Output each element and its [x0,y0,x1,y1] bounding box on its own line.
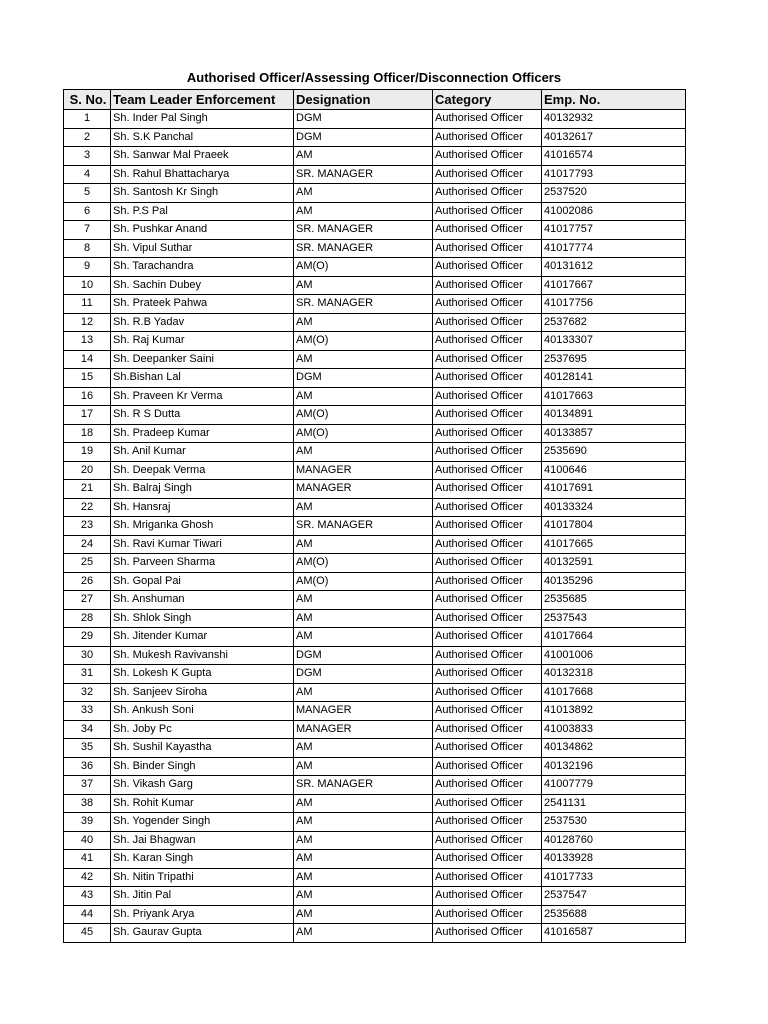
cell-name: Sh. Shlok Singh [111,609,294,628]
cell-emp-no: 2537695 [542,350,686,369]
cell-emp-no: 41016587 [542,924,686,943]
cell-designation: AM [294,591,433,610]
cell-designation: AM [294,683,433,702]
cell-name: Sh. R.B Yadav [111,313,294,332]
table-row [64,276,686,295]
table-row [64,757,686,776]
cell-designation: SR. MANAGER [294,239,433,258]
table-row [64,554,686,573]
cell-name: Sh. R S Dutta [111,406,294,425]
cell-serial-number: 27 [64,591,111,610]
cell-designation: DGM [294,110,433,129]
cell-designation: DGM [294,369,433,388]
cell-serial-number: 19 [64,443,111,462]
cell-emp-no: 40133857 [542,424,686,443]
table-row [64,184,686,203]
table-row [64,443,686,462]
cell-name: Sh. Yogender Singh [111,813,294,832]
table-row [64,313,686,332]
cell-category: Authorised Officer [433,406,542,425]
cell-emp-no: 41017804 [542,517,686,536]
cell-designation: AM(O) [294,406,433,425]
cell-emp-no: 41017733 [542,868,686,887]
cell-designation: DGM [294,128,433,147]
cell-serial-number: 20 [64,461,111,480]
cell-name: Sh. Nitin Tripathi [111,868,294,887]
cell-designation: MANAGER [294,461,433,480]
cell-designation: AM [294,757,433,776]
cell-designation: AM [294,350,433,369]
cell-category: Authorised Officer [433,739,542,758]
cell-emp-no: 40132932 [542,110,686,129]
table-row [64,350,686,369]
table-row [64,628,686,647]
cell-designation: MANAGER [294,702,433,721]
cell-serial-number: 41 [64,850,111,869]
cell-serial-number: 13 [64,332,111,351]
cell-designation: SR. MANAGER [294,517,433,536]
cell-name: Sh. Vikash Garg [111,776,294,795]
cell-serial-number: 34 [64,720,111,739]
cell-serial-number: 12 [64,313,111,332]
cell-designation: AM [294,202,433,221]
cell-category: Authorised Officer [433,887,542,906]
cell-category: Authorised Officer [433,350,542,369]
cell-emp-no: 2537543 [542,609,686,628]
cell-emp-no: 41002086 [542,202,686,221]
cell-designation: AM(O) [294,258,433,277]
cell-serial-number: 5 [64,184,111,203]
cell-serial-number: 11 [64,295,111,314]
cell-category: Authorised Officer [433,165,542,184]
cell-designation: AM [294,831,433,850]
cell-name: Sh. Binder Singh [111,757,294,776]
cell-serial-number: 29 [64,628,111,647]
cell-category: Authorised Officer [433,850,542,869]
cell-designation: AM(O) [294,332,433,351]
cell-category: Authorised Officer [433,517,542,536]
cell-category: Authorised Officer [433,276,542,295]
cell-emp-no: 41003833 [542,720,686,739]
cell-name: Sh.Bishan Lal [111,369,294,388]
cell-emp-no: 40132196 [542,757,686,776]
cell-category: Authorised Officer [433,110,542,129]
cell-category: Authorised Officer [433,147,542,166]
cell-category: Authorised Officer [433,831,542,850]
table-row [64,369,686,388]
table-row [64,868,686,887]
cell-category: Authorised Officer [433,609,542,628]
cell-emp-no: 40131612 [542,258,686,277]
cell-category: Authorised Officer [433,443,542,462]
cell-serial-number: 33 [64,702,111,721]
cell-name: Sh. Pushkar Anand [111,221,294,240]
table-row [64,683,686,702]
table-row [64,646,686,665]
cell-category: Authorised Officer [433,369,542,388]
table-header-row [64,90,686,110]
cell-name: Sh. Jitin Pal [111,887,294,906]
cell-name: Sh. Jitender Kumar [111,628,294,647]
header-emp-no: Emp. No. [542,90,686,110]
cell-emp-no: 40128760 [542,831,686,850]
cell-serial-number: 1 [64,110,111,129]
cell-serial-number: 15 [64,369,111,388]
cell-emp-no: 41017667 [542,276,686,295]
cell-serial-number: 18 [64,424,111,443]
cell-emp-no: 41013892 [542,702,686,721]
cell-designation: AM [294,924,433,943]
cell-designation: AM [294,498,433,517]
cell-emp-no: 2537547 [542,887,686,906]
cell-emp-no: 41017793 [542,165,686,184]
cell-category: Authorised Officer [433,258,542,277]
cell-emp-no: 4100646 [542,461,686,480]
header-team-leader-enforcement: Team Leader Enforcement [111,90,294,110]
cell-serial-number: 9 [64,258,111,277]
cell-emp-no: 2537520 [542,184,686,203]
cell-emp-no: 2535685 [542,591,686,610]
cell-emp-no: 2537530 [542,813,686,832]
cell-name: Sh. Karan Singh [111,850,294,869]
cell-name: Sh. Gopal Pai [111,572,294,591]
table-row [64,850,686,869]
table-row [64,609,686,628]
cell-category: Authorised Officer [433,813,542,832]
cell-serial-number: 32 [64,683,111,702]
cell-category: Authorised Officer [433,757,542,776]
table-row [64,498,686,517]
table-row [64,831,686,850]
table-row [64,258,686,277]
table-row [64,665,686,684]
header-category: Category [433,90,542,110]
table-row [64,887,686,906]
cell-name: Sh. Mriganka Ghosh [111,517,294,536]
cell-category: Authorised Officer [433,905,542,924]
cell-name: Sh. Joby Pc [111,720,294,739]
cell-designation: AM [294,628,433,647]
table-row [64,221,686,240]
cell-serial-number: 28 [64,609,111,628]
cell-designation: AM [294,276,433,295]
cell-category: Authorised Officer [433,498,542,517]
cell-serial-number: 2 [64,128,111,147]
cell-designation: DGM [294,665,433,684]
cell-serial-number: 7 [64,221,111,240]
cell-designation: AM [294,850,433,869]
table-row [64,387,686,406]
cell-serial-number: 36 [64,757,111,776]
cell-category: Authorised Officer [433,387,542,406]
cell-designation: SR. MANAGER [294,295,433,314]
cell-designation: AM [294,813,433,832]
cell-emp-no: 2537682 [542,313,686,332]
cell-name: Sh. Deepak Verma [111,461,294,480]
table-row [64,424,686,443]
cell-emp-no: 40132318 [542,665,686,684]
cell-emp-no: 41001006 [542,646,686,665]
cell-designation: AM [294,147,433,166]
cell-designation: SR. MANAGER [294,221,433,240]
header-designation: Designation [294,90,433,110]
cell-name: Sh. Sanwar Mal Praeek [111,147,294,166]
cell-name: Sh. Lokesh K Gupta [111,665,294,684]
cell-emp-no: 40132617 [542,128,686,147]
cell-emp-no: 41007779 [542,776,686,795]
cell-serial-number: 42 [64,868,111,887]
cell-name: Sh. Sushil Kayastha [111,739,294,758]
cell-category: Authorised Officer [433,313,542,332]
cell-category: Authorised Officer [433,628,542,647]
table-row [64,332,686,351]
table-row [64,702,686,721]
cell-designation: AM(O) [294,572,433,591]
cell-name: Sh. Balraj Singh [111,480,294,499]
cell-serial-number: 14 [64,350,111,369]
table-row [64,110,686,129]
cell-emp-no: 41016574 [542,147,686,166]
officer-table [63,89,686,943]
cell-emp-no: 40133928 [542,850,686,869]
cell-serial-number: 17 [64,406,111,425]
cell-category: Authorised Officer [433,128,542,147]
cell-category: Authorised Officer [433,332,542,351]
cell-name: Sh. Rohit Kumar [111,794,294,813]
cell-serial-number: 30 [64,646,111,665]
cell-emp-no: 40133307 [542,332,686,351]
cell-serial-number: 10 [64,276,111,295]
cell-serial-number: 4 [64,165,111,184]
cell-name: Sh. Anshuman [111,591,294,610]
cell-name: Sh. Ankush Soni [111,702,294,721]
cell-category: Authorised Officer [433,480,542,499]
cell-category: Authorised Officer [433,554,542,573]
cell-emp-no: 40128141 [542,369,686,388]
cell-designation: AM(O) [294,554,433,573]
cell-name: Sh. Ravi Kumar Tiwari [111,535,294,554]
cell-emp-no: 41017756 [542,295,686,314]
table-row [64,535,686,554]
cell-name: Sh. Praveen Kr Verma [111,387,294,406]
table-row [64,147,686,166]
cell-category: Authorised Officer [433,702,542,721]
cell-name: Sh. Santosh Kr Singh [111,184,294,203]
cell-serial-number: 43 [64,887,111,906]
table-row [64,202,686,221]
cell-serial-number: 8 [64,239,111,258]
cell-category: Authorised Officer [433,184,542,203]
cell-serial-number: 45 [64,924,111,943]
cell-category: Authorised Officer [433,924,542,943]
table-row [64,813,686,832]
cell-serial-number: 24 [64,535,111,554]
cell-emp-no: 41017663 [542,387,686,406]
cell-category: Authorised Officer [433,591,542,610]
cell-name: Sh. Hansraj [111,498,294,517]
cell-designation: AM [294,535,433,554]
cell-name: Sh. S.K Panchal [111,128,294,147]
cell-serial-number: 26 [64,572,111,591]
cell-serial-number: 21 [64,480,111,499]
table-row [64,794,686,813]
cell-category: Authorised Officer [433,239,542,258]
cell-name: Sh. Mukesh Ravivanshi [111,646,294,665]
cell-designation: AM [294,184,433,203]
cell-category: Authorised Officer [433,202,542,221]
cell-designation: AM [294,905,433,924]
table-header [64,90,686,110]
cell-category: Authorised Officer [433,461,542,480]
cell-category: Authorised Officer [433,646,542,665]
cell-serial-number: 25 [64,554,111,573]
cell-emp-no: 41017664 [542,628,686,647]
cell-designation: MANAGER [294,480,433,499]
cell-serial-number: 39 [64,813,111,832]
cell-emp-no: 41017665 [542,535,686,554]
cell-serial-number: 31 [64,665,111,684]
cell-emp-no: 2535688 [542,905,686,924]
cell-designation: MANAGER [294,720,433,739]
cell-name: Sh. Raj Kumar [111,332,294,351]
cell-designation: AM [294,739,433,758]
cell-category: Authorised Officer [433,572,542,591]
cell-name: Sh. Prateek Pahwa [111,295,294,314]
cell-name: Sh. Parveen Sharma [111,554,294,573]
cell-serial-number: 6 [64,202,111,221]
cell-category: Authorised Officer [433,424,542,443]
cell-name: Sh. Deepanker Saini [111,350,294,369]
cell-emp-no: 40134862 [542,739,686,758]
table-row [64,739,686,758]
cell-name: Sh. Priyank Arya [111,905,294,924]
table-body [64,110,686,943]
cell-designation: AM(O) [294,424,433,443]
cell-designation: DGM [294,646,433,665]
cell-name: Sh. Gaurav Gupta [111,924,294,943]
table-row [64,239,686,258]
cell-emp-no: 40134891 [542,406,686,425]
cell-category: Authorised Officer [433,683,542,702]
cell-emp-no: 41017774 [542,239,686,258]
cell-serial-number: 38 [64,794,111,813]
cell-serial-number: 37 [64,776,111,795]
cell-designation: AM [294,443,433,462]
cell-emp-no: 41017668 [542,683,686,702]
cell-designation: AM [294,387,433,406]
cell-category: Authorised Officer [433,535,542,554]
table-row [64,461,686,480]
cell-serial-number: 35 [64,739,111,758]
cell-name: Sh. P.S Pal [111,202,294,221]
table-row [64,905,686,924]
cell-designation: AM [294,313,433,332]
cell-serial-number: 40 [64,831,111,850]
cell-name: Sh. Sachin Dubey [111,276,294,295]
cell-name: Sh. Jai Bhagwan [111,831,294,850]
table-row [64,591,686,610]
cell-emp-no: 41017691 [542,480,686,499]
cell-serial-number: 3 [64,147,111,166]
cell-designation: AM [294,868,433,887]
table-row [64,165,686,184]
cell-emp-no: 2535690 [542,443,686,462]
cell-name: Sh. Vipul Suthar [111,239,294,258]
table-row [64,517,686,536]
page-title: Authorised Officer/Assessing Officer/Disconnection Officers [186,70,562,85]
cell-emp-no: 40132591 [542,554,686,573]
header-serial-number: S. No. [64,90,111,110]
cell-emp-no: 40133324 [542,498,686,517]
table-row [64,480,686,499]
cell-category: Authorised Officer [433,868,542,887]
cell-designation: AM [294,887,433,906]
cell-category: Authorised Officer [433,776,542,795]
cell-category: Authorised Officer [433,221,542,240]
cell-emp-no: 2541131 [542,794,686,813]
cell-serial-number: 16 [64,387,111,406]
cell-serial-number: 44 [64,905,111,924]
table-row [64,295,686,314]
cell-name: Sh. Rahul Bhattacharya [111,165,294,184]
table-row [64,572,686,591]
cell-serial-number: 23 [64,517,111,536]
table-row [64,776,686,795]
cell-designation: AM [294,609,433,628]
cell-category: Authorised Officer [433,665,542,684]
table-row [64,406,686,425]
cell-name: Sh. Tarachandra [111,258,294,277]
cell-category: Authorised Officer [433,295,542,314]
table-row [64,720,686,739]
table-row [64,128,686,147]
cell-emp-no: 40135296 [542,572,686,591]
cell-serial-number: 22 [64,498,111,517]
cell-category: Authorised Officer [433,794,542,813]
table-row [64,924,686,943]
cell-designation: SR. MANAGER [294,776,433,795]
cell-emp-no: 41017757 [542,221,686,240]
cell-category: Authorised Officer [433,720,542,739]
cell-name: Sh. Inder Pal Singh [111,110,294,129]
cell-name: Sh. Pradeep Kumar [111,424,294,443]
cell-name: Sh. Sanjeev Siroha [111,683,294,702]
cell-name: Sh. Anil Kumar [111,443,294,462]
cell-designation: AM [294,794,433,813]
cell-designation: SR. MANAGER [294,165,433,184]
